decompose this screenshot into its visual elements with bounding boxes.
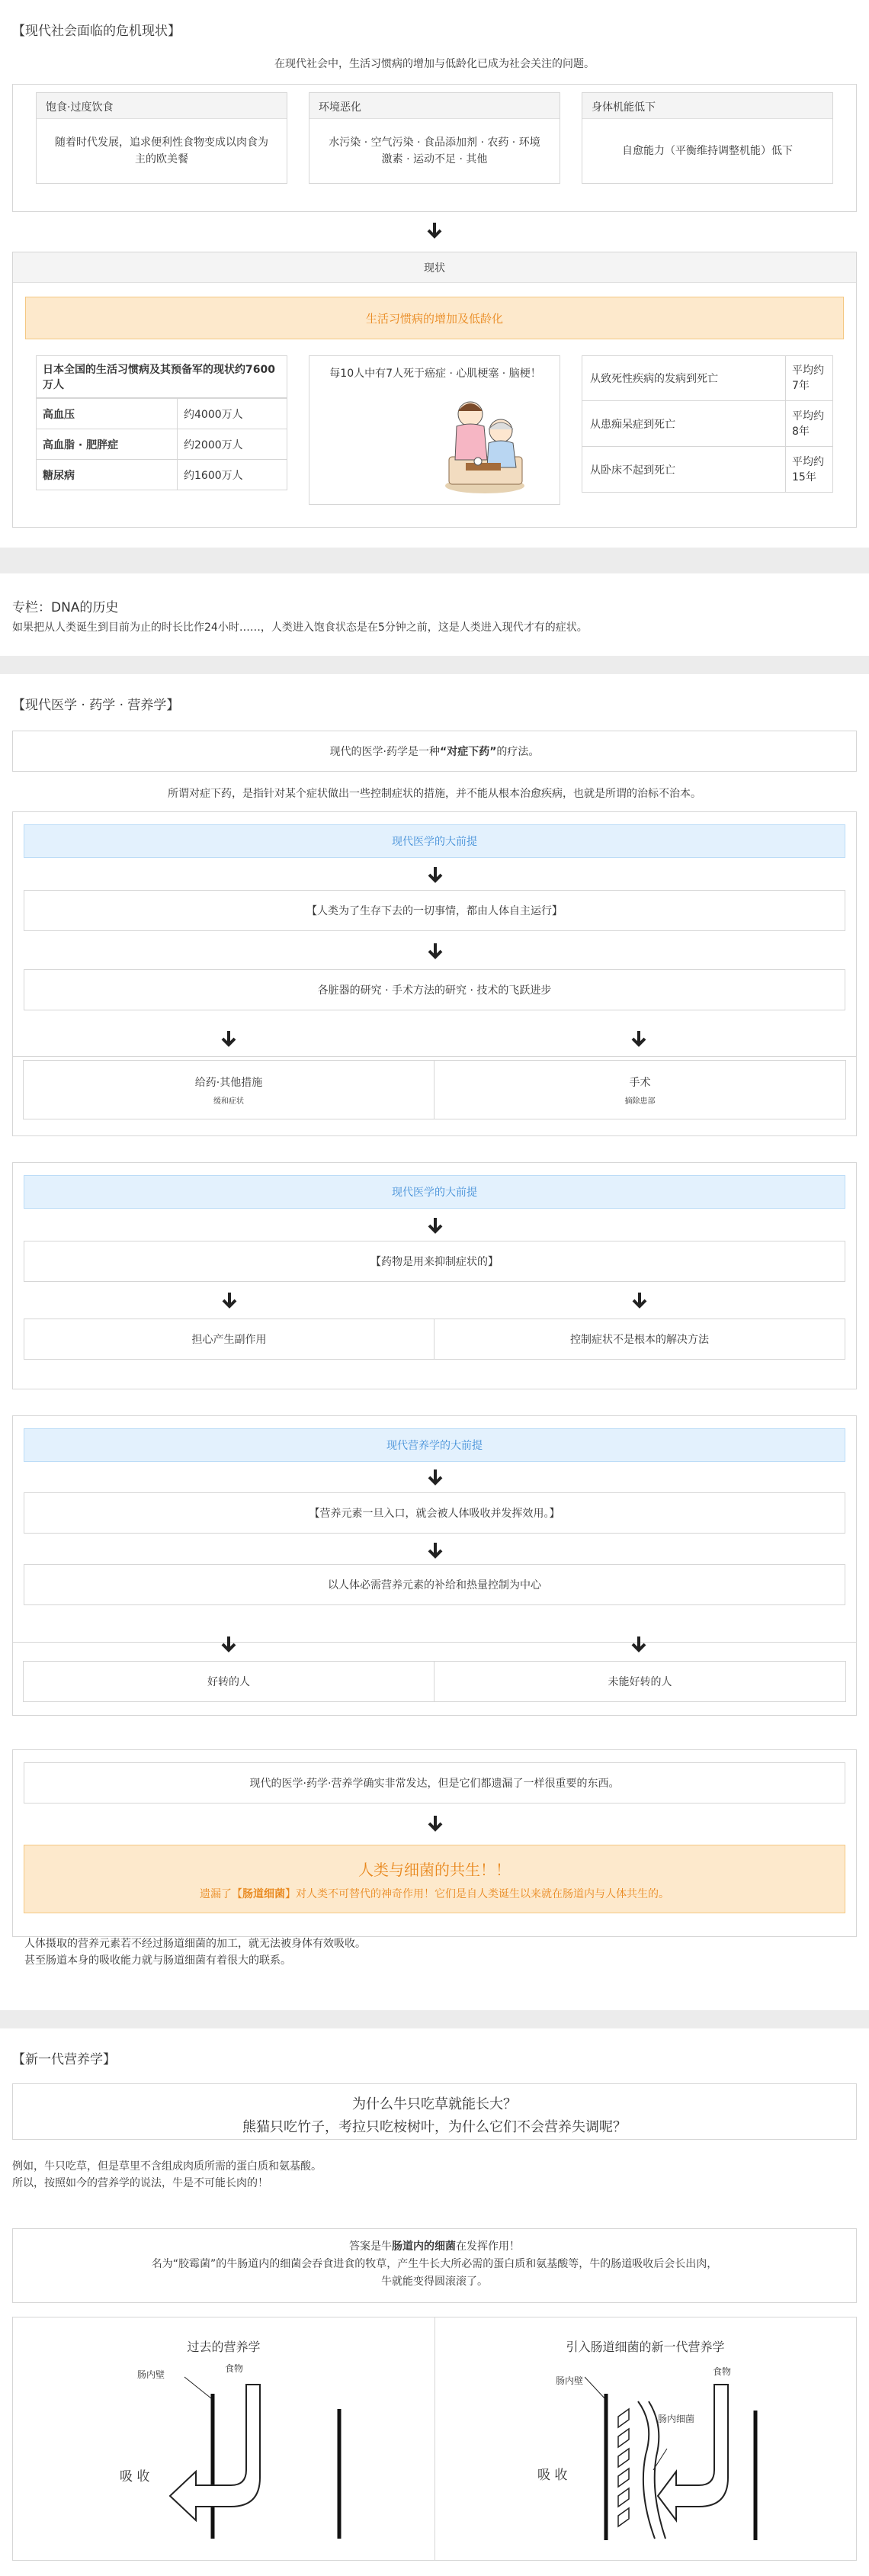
premise-panel	[12, 1415, 857, 1643]
table-row	[37, 460, 287, 490]
status-banner: 生活习惯病的增加及低龄化	[25, 297, 844, 339]
symbiosis-sub	[24, 1886, 845, 1901]
list-item	[582, 355, 833, 401]
list-item	[582, 447, 833, 493]
survival-label: 从卧床不起到死亡	[590, 464, 675, 477]
outcome-label: 手术	[629, 1076, 651, 1089]
bacteria-label: 肠内细菌	[658, 2414, 695, 2424]
answer-box	[12, 2228, 857, 2303]
premise-step: 【人类为了生存下去的一切事情，都由人体自主运行】	[24, 890, 845, 931]
new-nutrition-title: 引入肠道细菌的新一代营养学	[566, 2340, 725, 2354]
section-title: 【现代医学 · 药学 · 营养学】	[12, 698, 180, 713]
medicine-section	[0, 674, 869, 2010]
column-title: 专栏：DNA的历史	[12, 600, 119, 615]
bacteria-strand	[638, 2401, 655, 2539]
down-arrow-icon	[426, 1814, 444, 1832]
survival-label: 从致死性疾病的发病到死亡	[590, 373, 718, 385]
survival-value: 平均约7年	[785, 356, 832, 400]
mortality-card	[309, 355, 560, 505]
cause-card-head: 饱食·过度饮食	[37, 93, 287, 119]
answer-line	[13, 2238, 856, 2255]
premise-outcomes	[23, 1661, 846, 1702]
wall-label: 肠内壁	[137, 2369, 165, 2380]
answer-bold: 肠道内的细菌	[392, 2240, 456, 2253]
premise-step: 【营养元素一旦入口，就会被人体吸收并发挥效用。】	[24, 1492, 845, 1534]
conclusion-statement: 现代的医学·药学·营养学确实非常发达，但是它们都遗漏了一样很重要的东西。	[24, 1762, 845, 1804]
status-label: 现状	[13, 252, 856, 283]
sub-text: 遗漏了【	[200, 1888, 242, 1900]
table-cell-value: 约2000万人	[178, 429, 287, 460]
cause-card	[309, 92, 560, 184]
question-line: 熊猫只吃竹子，考拉只吃桉树叶，为什么它们不会营养失调呢？	[242, 2119, 627, 2135]
premise-step: 各脏器的研究 · 手术方法的研究 · 技术的飞跃进步	[24, 969, 845, 1010]
survival-label: 从患痴呆症到死亡	[590, 418, 675, 431]
villi-icon	[618, 2409, 629, 2526]
table-cell-value: 约1600万人	[178, 460, 287, 490]
statement-bold: “对症下药”	[440, 746, 497, 758]
statement-text: 的疗法。	[496, 746, 540, 758]
column-section	[0, 573, 869, 656]
example-text: 所以，按照如今的营养学的说法，牛是不可能长肉的！	[12, 2177, 268, 2189]
outcome-cell: 好转的人	[23, 1661, 434, 1702]
answer-text: 答案是牛	[349, 2240, 392, 2253]
comparison-panel	[12, 2317, 857, 2561]
absorb-arrow-icon	[658, 2385, 728, 2520]
outcome-cell: 控制症状不是根本的解决方法	[434, 1319, 845, 1360]
medicine-explain: 所谓对症下药，是指针对某个症状做出一些控制症状的措施，并不能从根本治愈疾病，也就是所谓的治标不治本。	[168, 788, 701, 800]
note-text: 人体摄取的营养元素若不经过肠道细菌的加工，就无法被身体有效吸收。	[24, 1938, 366, 1950]
premise-step: 【药物是用来抑制症状的】	[24, 1241, 845, 1282]
cause-card-head: 环境恶化	[309, 93, 560, 119]
down-arrow-icon	[220, 1635, 238, 1653]
down-arrow-icon	[426, 1216, 444, 1235]
new-absorption-diagram	[585, 2363, 783, 2554]
wall-label: 肠内壁	[556, 2375, 584, 2386]
outcome-cell: 未能好转的人	[434, 1661, 846, 1702]
cause-card-head: 身体机能低下	[582, 93, 832, 119]
cause-card-body: 自愈能力（平衡维持调整机能）低下	[622, 145, 793, 157]
section-title: 【现代社会面临的危机现状】	[12, 24, 181, 39]
pointer-line	[184, 2377, 211, 2398]
causes-panel	[12, 84, 857, 212]
symbiosis-banner	[24, 1845, 845, 1913]
table-cell-name: 高血压	[37, 399, 178, 429]
old-nutrition-title: 过去的营养学	[187, 2340, 261, 2354]
question-box	[12, 2083, 857, 2140]
conclusion-panel	[12, 1749, 857, 1937]
medicine-statement	[12, 731, 857, 772]
cause-card-body: 随着时代发展，追求便利性食物变成以肉食为主的欧美餐	[55, 137, 268, 165]
crisis-section	[0, 0, 869, 548]
survival-list	[582, 355, 833, 493]
outcome-sub: 缓和症状	[213, 1097, 244, 1106]
premise-band: 现代营养学的大前提	[24, 1428, 845, 1462]
food-label: 食物	[225, 2363, 244, 2374]
sub-bold: 肠道细菌	[242, 1888, 285, 1900]
outcome-sub: 摘除患部	[624, 1097, 656, 1106]
crisis-intro: 在现代社会中，生活习惯病的增加与低龄化已成为社会关注的问题。	[274, 58, 595, 70]
section-title: 【新一代营养学】	[12, 2052, 116, 2067]
answer-line: 牛就能变得圆滚滚了。	[381, 2276, 488, 2288]
example-text: 例如，牛只吃草，但是草里不含组成肉质所需的蛋白质和氨基酸。	[12, 2160, 322, 2173]
disease-table	[36, 355, 287, 490]
survival-value: 平均约15年	[785, 447, 832, 492]
down-arrow-icon	[425, 221, 444, 239]
premise-outcomes	[24, 1319, 845, 1360]
nutrition-section	[0, 2028, 869, 2576]
caregiver-illustration	[443, 393, 527, 496]
answer-text: 在发挥作用！	[456, 2240, 520, 2253]
premise-frame	[12, 811, 857, 1136]
premise-band: 现代医学的大前提	[24, 824, 845, 858]
table-row	[37, 429, 287, 460]
old-absorption-diagram	[165, 2363, 364, 2554]
outcome-cell: 担心产生副作用	[24, 1319, 434, 1360]
down-arrow-icon	[426, 1468, 444, 1486]
cause-card-body: 水污染 · 空气污染 · 食品添加剂 · 农药 · 环境激素 · 运动不足 · 其他	[329, 137, 540, 165]
down-arrow-icon	[630, 1635, 648, 1653]
down-arrow-icon	[426, 1541, 444, 1559]
table-cell-name: 高血脂 · 肥胖症	[37, 429, 178, 460]
answer-line: 名为“胶霉菌”的牛肠道内的细菌会吞食进食的牧草，产生牛长大所必需的蛋白质和氨基酸等，牛的肠道吸收后会长出肉，	[151, 2258, 718, 2270]
outcome-label: 给药·其他措施	[194, 1076, 263, 1089]
list-item	[582, 401, 833, 447]
column-text: 如果把从人类诞生到目前为止的时长比作24小时……，人类进入饱食状态是在5分钟之前，这是人类进入现代才有的症状。	[12, 622, 588, 634]
mortality-text: 每10人中有7人死于癌症 · 心肌梗塞 · 脑梗！	[329, 368, 541, 380]
question-line: 为什么牛只吃草就能长大？	[352, 2096, 517, 2112]
table-cell-value: 约4000万人	[178, 399, 287, 429]
statement-text: 现代的医学·药学是一种	[329, 746, 441, 758]
status-panel	[12, 252, 857, 528]
pointer-line	[585, 2377, 606, 2400]
absorb-arrow-icon	[170, 2385, 260, 2520]
absorb-label: 吸 收	[120, 2469, 150, 2484]
down-arrow-icon	[630, 1291, 649, 1309]
table-cell-name: 糖尿病	[37, 460, 178, 490]
sub-text: 】对人类不可替代的神奇作用！它们是自人类诞生以来就在肠道内与人体共生的。	[285, 1888, 669, 1900]
disease-table-title: 日本全国的生活习惯病及其预备军的现状约7600万人	[36, 355, 287, 398]
food-label: 食物	[713, 2366, 732, 2377]
bacteria-strand	[649, 2401, 665, 2539]
premise-panel	[12, 1162, 857, 1389]
absorb-label: 吸 收	[537, 2468, 568, 2483]
premise-band: 现代医学的大前提	[24, 1175, 845, 1209]
symbiosis-title: 人类与细菌的共生！！	[358, 1861, 511, 1879]
cause-card	[36, 92, 287, 184]
cause-card	[582, 92, 833, 184]
table-row	[37, 399, 287, 429]
survival-value: 平均约8年	[785, 401, 832, 446]
note-text: 甚至肠道本身的吸收能力就与肠道细菌有着很大的联系。	[24, 1954, 291, 1967]
premise-step: 以人体必需营养元素的补给和热量控制为中心	[24, 1564, 845, 1605]
down-arrow-icon	[220, 1291, 239, 1309]
